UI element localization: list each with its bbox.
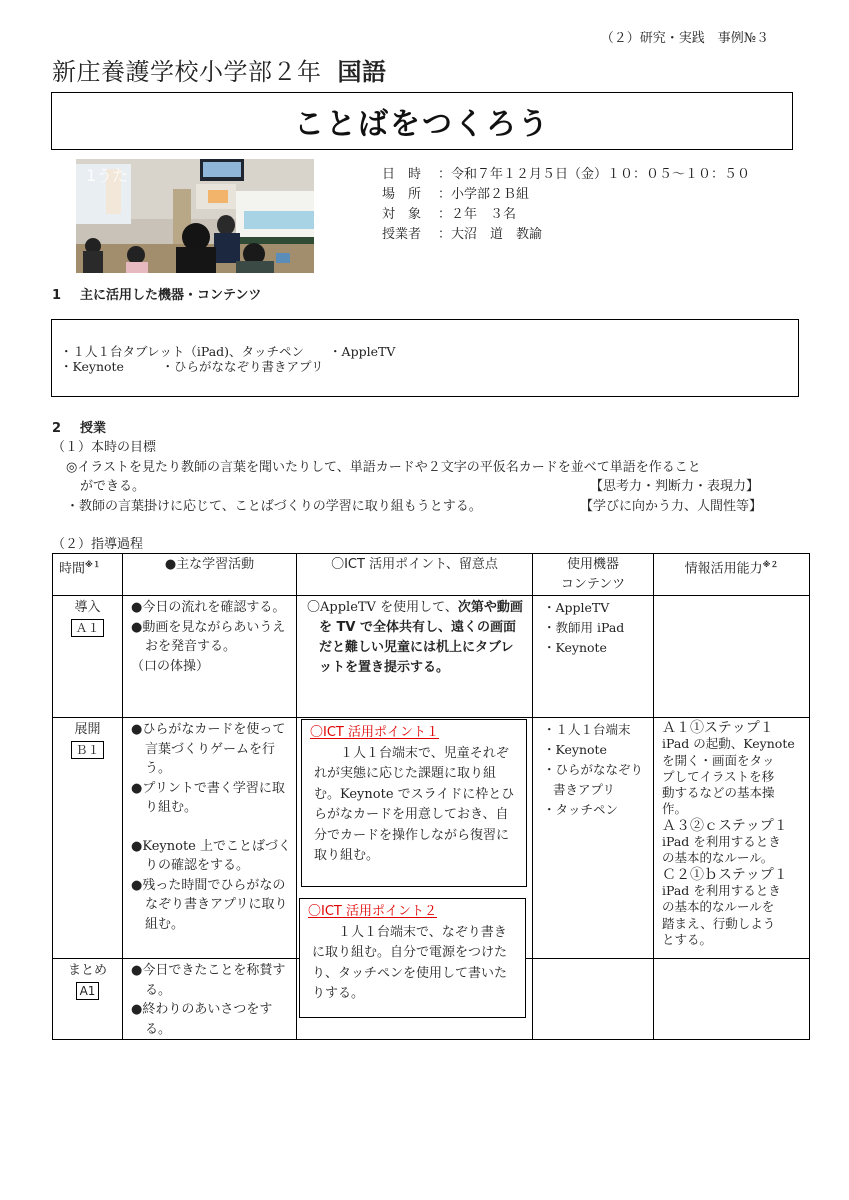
info-datetime: 日 時 ：令和７年１２月５日（金）１０：０５～１０：５０	[382, 167, 751, 182]
skills-cell	[654, 596, 810, 718]
goal-2: ・教師の言葉掛けに応じて、ことばづくりの学習に取り組もうとする。	[66, 499, 482, 514]
table-header-row	[53, 554, 810, 596]
device-item: ・タッチペン	[543, 802, 619, 817]
header-time: 時間$^{※1}$	[53, 554, 123, 596]
device-item: ・AppleTV	[543, 600, 610, 615]
activity-item: ●終わりのあいさつをする。	[131, 1002, 273, 1037]
info-place: 場 所 ：小学部２Ｂ組	[382, 187, 530, 202]
process-heading: （２）指導過程	[52, 537, 144, 552]
goals-heading: （１）本時の目標	[52, 440, 157, 455]
activity-item: ●残った時間でひらがなのなぞり書きアプリに取り組む。	[131, 877, 288, 932]
devices-line: ・Keynote ・ひらがななぞり書きアプリ	[60, 359, 324, 374]
info-target: 対 象 ：２年 ３名	[382, 207, 517, 222]
ict-point-title: 〇ICT 活用ポイント１	[310, 725, 439, 740]
activities-cell	[123, 596, 297, 718]
ict-note: 〇AppleTV を使用して、次第や動画を TV で全体共有し、遠くの画面だと難しい児童には机上にタブレットを置き提示する。	[307, 600, 523, 675]
activities-cell	[123, 959, 297, 1040]
classroom-photo	[76, 159, 314, 273]
skills-cell: Ａ１①ステップ１ iPad の起動、Keynote を開く・画面をタッ プしてイラストを移 動するなどの基本操 作。 Ａ３②ｃステップ１ iPad を利用するとき の基本的なルール。 Ｃ２①ｂステップ１ iPad を利用するとき の基本的なルールを 踏まえ、行動しよう とする。	[654, 718, 810, 959]
classroom-photo-image	[76, 159, 314, 273]
phase-code: Ｂ１	[71, 741, 103, 759]
header-activities: ●主な学習活動	[123, 554, 297, 596]
subject-name: 国語	[337, 58, 387, 86]
skills-cell	[654, 959, 810, 1040]
devices-box	[51, 319, 799, 397]
device-item: ・Keynote	[543, 742, 607, 757]
case-number: （２）研究・実践 事例№３	[600, 31, 769, 46]
ict-point-box-1	[301, 719, 527, 887]
lesson-title-box	[51, 92, 793, 150]
goal-1-cont: ができる。	[80, 479, 146, 494]
devices-cell	[533, 959, 654, 1040]
activity-item: ●プリントで書く学習に取り組む。	[131, 780, 285, 815]
lesson-title: ことばをつくろう	[294, 107, 550, 142]
ict-point-box-2	[299, 898, 526, 1018]
photo-overlay-text: 1うた	[86, 166, 129, 185]
devices-cell	[533, 718, 654, 959]
school-heading	[52, 52, 387, 87]
devices-line: ・１人１台タブレット（iPad)、タッチペン ・AppleTV	[60, 344, 396, 359]
ict-point-body: １人１台端末で、なぞり書きに取り組む。自分で電源をつけたり、タッチペンを使用して書いたりする。	[312, 924, 508, 1001]
section1-heading: 1 主に活用した機器・コンテンツ	[52, 288, 262, 303]
school-name: 新庄養護学校小学部２年	[52, 58, 322, 86]
phase-code: A1	[76, 982, 100, 1000]
activities-cell	[123, 718, 297, 959]
header-devices: 使用機器 コンテンツ	[533, 554, 654, 596]
phase-code: Ａ１	[71, 619, 103, 637]
device-item: ・教師用 iPad	[543, 620, 625, 635]
info-teacher: 授業者 ：大沼 道 教諭	[382, 227, 543, 242]
section2-heading: 2 授業	[52, 421, 107, 436]
phase-cell	[53, 959, 123, 1040]
goal-2-tag: 【学びに向かう力、人間性等】	[580, 499, 763, 514]
ict-point-body: １人１台端末で、児童それぞれが実態に応じた課題に取り組む。Keynote でスライドに枠とひらがなカードを用意しておき、自分でカードを操作しながら復習に取り組む。	[314, 745, 515, 863]
goal-1: ◎イラストを見たり教師の言葉を聞いたりして、単語カードや２文字の平仮名カードを並べて単語を作ること	[66, 460, 701, 475]
ict-cell	[297, 596, 533, 718]
ict-point-title: 〇ICT 活用ポイント２	[308, 904, 437, 919]
activity-item: ●Keynote 上でことばづくりの確認をする。	[131, 838, 291, 873]
phase-label: 導入	[74, 600, 101, 615]
phase-cell	[53, 596, 123, 718]
device-item: ・１人１台端末	[543, 722, 631, 737]
activity-note: （口の体操）	[131, 658, 210, 674]
goal-1-tag: 【思考力・判断力・表現力】	[590, 479, 760, 494]
activity-item: ●ひらがなカードを使って言葉づくりゲームを行う。	[131, 722, 286, 776]
phase-label: まとめ	[67, 963, 107, 978]
device-item: ・ひらがななぞり書きアプリ	[543, 762, 644, 797]
lesson-info	[382, 165, 750, 245]
device-item: ・Keynote	[543, 640, 607, 655]
activity-item: ●今日できたことを称賛する。	[131, 963, 286, 998]
header-ict: 〇ICT 活用ポイント、留意点	[297, 554, 533, 596]
table-row-intro	[53, 596, 810, 718]
phase-cell	[53, 718, 123, 959]
phase-label: 展開	[74, 722, 101, 737]
activity-item: ●今日の流れを確認する。	[131, 600, 286, 615]
activity-item: ●動画を見ながらあいうえおを発音する。	[131, 619, 286, 654]
devices-cell	[533, 596, 654, 718]
header-skills: 情報活用能力$^{※2}$	[654, 554, 810, 596]
